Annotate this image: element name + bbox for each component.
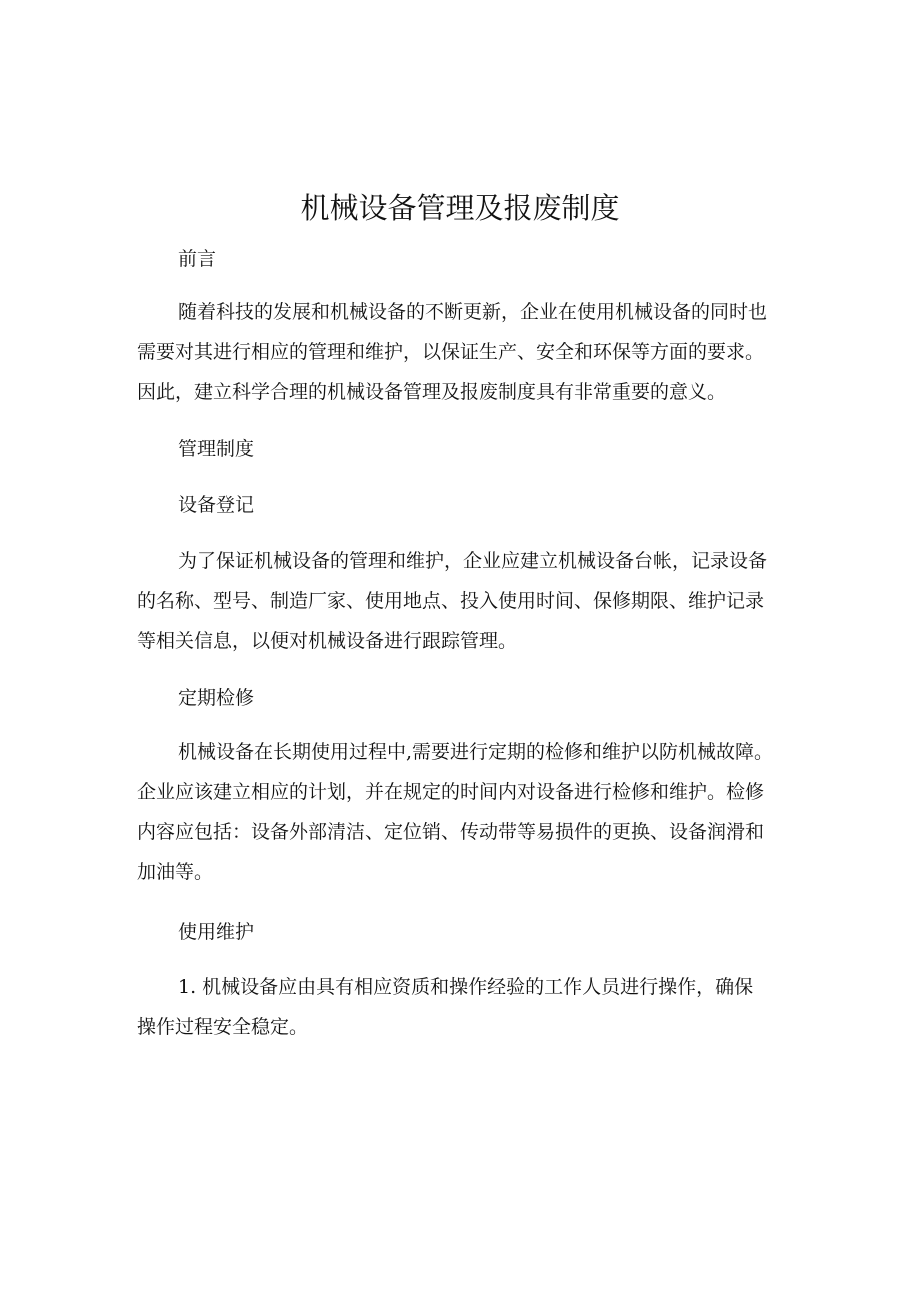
registration-paragraph: [137, 546, 817, 666]
paragraph-line: 需要对其进行相应的管理和维护，以保证生产、安全和环保等方面的要求。: [137, 341, 765, 363]
paragraph-line: 等相关信息，以便对机械设备进行跟踪管理。: [137, 630, 518, 652]
maintenance-paragraph: [137, 737, 817, 897]
document-title: 机械设备管理及报废制度: [300, 191, 620, 225]
paragraph-line: 加油等。: [137, 861, 214, 883]
preface-paragraph: [137, 297, 817, 417]
paragraph-line: 内容应包括：设备外部清洁、定位销、传动带等易损件的更换、设备润滑和: [137, 821, 765, 843]
subsection-heading-registration: 设备登记: [178, 494, 255, 516]
paragraph-line: 的名称、型号、制造厂家、使用地点、投入使用时间、保修期限、维护记录: [137, 590, 765, 612]
paragraph-line: 操作过程安全稳定。: [137, 1016, 309, 1038]
paragraph-line: 1. 机械设备应由具有相应资质和操作经验的工作人员进行操作，确保: [178, 976, 754, 998]
section-heading-preface: 前言: [178, 248, 217, 270]
paragraph-line: 随着科技的发展和机械设备的不断更新，企业在使用机械设备的同时也: [178, 301, 768, 323]
paragraph-line: 企业应该建立相应的计划，并在规定的时间内对设备进行检修和维护。检修: [137, 781, 765, 803]
paragraph-line: 机械设备在长期使用过程中,需要进行定期的检修和维护以防机械故障。: [178, 741, 774, 763]
section-heading-management: 管理制度: [178, 438, 255, 460]
usage-item-1: [137, 972, 817, 1052]
paragraph-line: 因此，建立科学合理的机械设备管理及报废制度具有非常重要的意义。: [137, 381, 727, 403]
subsection-heading-maintenance: 定期检修: [178, 687, 255, 709]
subsection-heading-usage: 使用维护: [178, 921, 255, 943]
paragraph-line: 为了保证机械设备的管理和维护，企业应建立机械设备台帐，记录设备: [178, 550, 768, 572]
